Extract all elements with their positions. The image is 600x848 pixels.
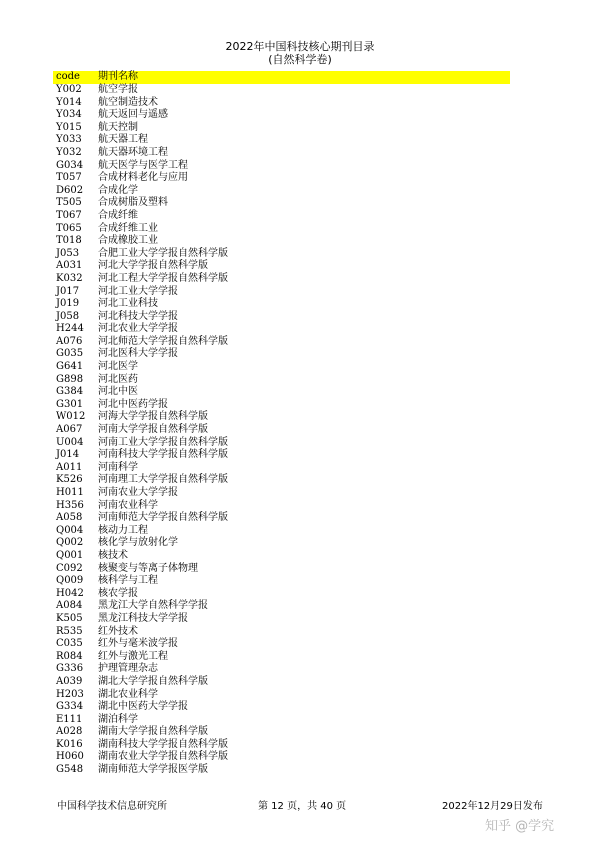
table-row: [53, 84, 510, 97]
table-row: [53, 626, 510, 639]
journal-code: Q009: [56, 575, 84, 587]
journal-code: H011: [56, 487, 84, 498]
journal-code: H244: [56, 323, 84, 335]
table-row: [53, 638, 510, 651]
journal-name: 核动力工程: [98, 524, 148, 536]
journal-code: Y015: [56, 121, 82, 133]
table-row: [53, 323, 510, 336]
journal-name: 核技术: [98, 549, 128, 561]
journal-code: E111: [56, 713, 83, 725]
journal-code: A084: [56, 600, 83, 612]
journal-name: 合成化学: [98, 184, 138, 196]
table-row: [53, 474, 510, 487]
table-row: [53, 311, 510, 324]
journal-code: C092: [56, 562, 83, 574]
journal-code: A058: [56, 512, 83, 524]
journal-code: G336: [56, 663, 84, 675]
journal-name: 核科学与工程: [98, 575, 158, 587]
journal-code: K526: [56, 474, 83, 486]
table-row: [53, 613, 510, 626]
table-row: [53, 386, 510, 399]
journal-code: J014: [56, 449, 80, 461]
table-row: [53, 676, 510, 689]
page-title: 2022年中国科技核心期刊目录: [225, 40, 375, 53]
journal-code: Q004: [56, 524, 84, 536]
journal-name: 河南农业科学: [98, 499, 158, 511]
journal-name: 河北科技大学学报: [98, 310, 178, 322]
table-row: [53, 437, 510, 450]
journal-name: 河北师范大学学报自然科学版: [98, 335, 228, 347]
journal-code: G384: [56, 386, 84, 398]
journal-name: 河北中医药学报: [98, 398, 168, 410]
table-row: [53, 462, 510, 475]
journal-code: K032: [56, 272, 83, 284]
journal-code: T067: [56, 209, 82, 221]
journal-name: 红外与毫米波学报: [98, 638, 178, 650]
table-row: [53, 172, 510, 185]
journal-code: Y033: [56, 134, 82, 146]
watermark: 知乎 @学究: [485, 819, 555, 834]
journal-code: U004: [56, 436, 84, 448]
footer-page-number: 第 12 页，共 40 页: [258, 801, 347, 812]
journal-name: 河南师范大学学报自然科学版: [98, 512, 228, 524]
journal-name: 河北工业大学学报: [98, 285, 178, 297]
table-row: [53, 185, 510, 198]
table-row: [53, 411, 510, 424]
journal-code: J058: [56, 310, 80, 322]
journal-name: 河北医学: [98, 361, 138, 373]
journal-code: J019: [56, 298, 80, 310]
table-row: [53, 575, 510, 588]
page-subtitle: (自然科学卷): [268, 53, 332, 66]
table-row: [53, 374, 510, 387]
table-row: [53, 487, 510, 500]
journal-name: 河南工业大学学报自然科学版: [98, 436, 228, 448]
journal-code: H042: [56, 587, 84, 599]
table-row: [53, 210, 510, 223]
journal-code: T057: [56, 172, 82, 184]
journal-code: A067: [56, 424, 83, 436]
table-row: [53, 714, 510, 727]
journal-code: Y034: [56, 109, 82, 121]
journal-code: Q001: [56, 549, 84, 561]
journal-code: Y002: [56, 84, 82, 95]
journal-code: J017: [56, 285, 80, 297]
journal-name: 航天返回与遥感: [98, 109, 168, 121]
table-row: [53, 235, 510, 248]
journal-name: 核农学报: [98, 587, 138, 599]
journal-name: 合成材料老化与应用: [98, 172, 188, 184]
footer-publisher: 中国科学技术信息研究所: [57, 801, 167, 812]
table-row: [53, 399, 510, 412]
journal-name: 湖北大学学报自然科学版: [98, 675, 208, 687]
journal-code: A031: [56, 260, 83, 272]
journal-name: 河北工业科技: [98, 298, 158, 310]
table-row: [53, 223, 510, 236]
table-row: [53, 764, 510, 777]
journal-table-body: [53, 84, 510, 777]
journal-name: 河北医科大学学报: [98, 348, 178, 360]
journal-name: 护理管理杂志: [98, 663, 158, 675]
journal-name: 航天器工程: [98, 134, 148, 146]
table-row: [53, 134, 510, 147]
journal-code: T505: [56, 197, 82, 209]
table-row: [53, 286, 510, 299]
table-row: [53, 97, 510, 110]
journal-name: 合成纤维: [98, 209, 138, 221]
journal-name: 红外与激光工程: [98, 650, 168, 662]
journal-name: 湖泊科学: [98, 713, 138, 725]
journal-name: 湖南农业大学学报自然科学版: [98, 751, 228, 763]
journal-code: A028: [56, 726, 83, 738]
journal-code: J053: [56, 247, 80, 259]
journal-code: G641: [56, 361, 84, 373]
journal-name: 河南农业大学学报: [98, 487, 178, 498]
journal-name: 河海大学学报自然科学版: [98, 411, 208, 423]
journal-name: 河北工程大学学报自然科学版: [98, 272, 228, 284]
journal-name: 湖北中医药大学学报: [98, 701, 188, 713]
journal-name: 合成橡胶工业: [98, 235, 158, 247]
journal-name: 湖南科技大学学报自然科学版: [98, 738, 228, 750]
journal-code: Y032: [56, 146, 82, 158]
journal-name: 合成纤维工业: [98, 222, 158, 234]
journal-name: 河北大学学报自然科学版: [98, 260, 208, 272]
journal-code: Q002: [56, 537, 84, 549]
journal-code: Y014: [56, 96, 82, 108]
journal-code: G035: [56, 348, 84, 360]
journal-name: 核聚变与等离子体物理: [98, 562, 198, 574]
journal-name: 河南科学: [98, 461, 138, 473]
table-row: [53, 726, 510, 739]
journal-code: C035: [56, 638, 83, 650]
journal-code: D602: [56, 184, 84, 196]
footer-date: 2022年12月29日发布: [442, 801, 543, 812]
journal-name: 航天控制: [98, 121, 138, 133]
table-row: [53, 751, 510, 764]
journal-code: K505: [56, 612, 83, 624]
journal-name: 合成树脂及塑料: [98, 197, 168, 209]
table-row: [53, 663, 510, 676]
table-row: [53, 563, 510, 576]
journal-name: 河南大学学报自然科学版: [98, 424, 208, 436]
table-row: [53, 160, 510, 173]
table-row: [53, 689, 510, 702]
table-row: [53, 588, 510, 601]
journal-code: H060: [56, 751, 84, 763]
table-row: [53, 537, 510, 550]
table-row: [53, 361, 510, 374]
journal-code: G034: [56, 159, 84, 171]
table-row: [53, 525, 510, 538]
journal-code: G898: [56, 373, 84, 385]
table-row: [53, 500, 510, 513]
table-row: [53, 651, 510, 664]
journal-code: A039: [56, 675, 83, 687]
journal-name: 河南理工大学学报自然科学版: [98, 474, 228, 486]
journal-name: 湖南大学学报自然科学版: [98, 726, 208, 738]
journal-name: 航天器环境工程: [98, 146, 168, 158]
table-row: [53, 122, 510, 135]
journal-name: 湖南师范大学学报医学版: [98, 764, 208, 776]
journal-code: R535: [56, 625, 83, 637]
table-row: [53, 260, 510, 273]
table-row: [53, 147, 510, 160]
journal-code: A011: [56, 461, 83, 473]
journal-code: K016: [56, 738, 83, 750]
table-row: [53, 348, 510, 361]
table-row: [53, 197, 510, 210]
table-row: [53, 550, 510, 563]
journal-name: 黑龙江大学自然科学学报: [98, 600, 208, 612]
table-row: [53, 424, 510, 437]
journal-name: 合肥工业大学学报自然科学版: [98, 247, 228, 259]
table-row: [53, 600, 510, 613]
table-row: [53, 739, 510, 752]
table-row: [53, 449, 510, 462]
journal-name: 湖北农业科学: [98, 688, 158, 700]
journal-code: A076: [56, 335, 83, 347]
table-header: [53, 71, 510, 84]
journal-code: G334: [56, 701, 84, 713]
journal-code: G301: [56, 398, 84, 410]
journal-code: H203: [56, 688, 84, 700]
table-row: [53, 512, 510, 525]
table-row: [53, 109, 510, 122]
journal-name: 航空制造技术: [98, 96, 158, 108]
journal-name: 黑龙江科技大学学报: [98, 612, 188, 624]
table-row: [53, 273, 510, 286]
journal-name: 航天医学与医学工程: [98, 159, 188, 171]
journal-name: 河北农业大学学报: [98, 323, 178, 335]
journal-name: 红外技术: [98, 625, 138, 637]
journal-code: T065: [56, 222, 82, 234]
journal-name: 航空学报: [98, 84, 138, 95]
column-header-name: 期刊名称: [98, 71, 138, 82]
journal-name: 河北医药: [98, 373, 138, 385]
journal-name: 核化学与放射化学: [98, 537, 178, 549]
journal-code: H356: [56, 499, 84, 511]
journal-code: T018: [56, 235, 82, 247]
table-row: [53, 701, 510, 714]
table-row: [53, 298, 510, 311]
table-row: [53, 336, 510, 349]
journal-code: G548: [56, 764, 84, 776]
journal-name: 河南科技大学学报自然科学版: [98, 449, 228, 461]
journal-name: 河北中医: [98, 386, 138, 398]
journal-code: W012: [56, 411, 86, 423]
journal-code: R084: [56, 650, 83, 662]
table-row: [53, 248, 510, 261]
column-header-code: code: [56, 71, 80, 82]
